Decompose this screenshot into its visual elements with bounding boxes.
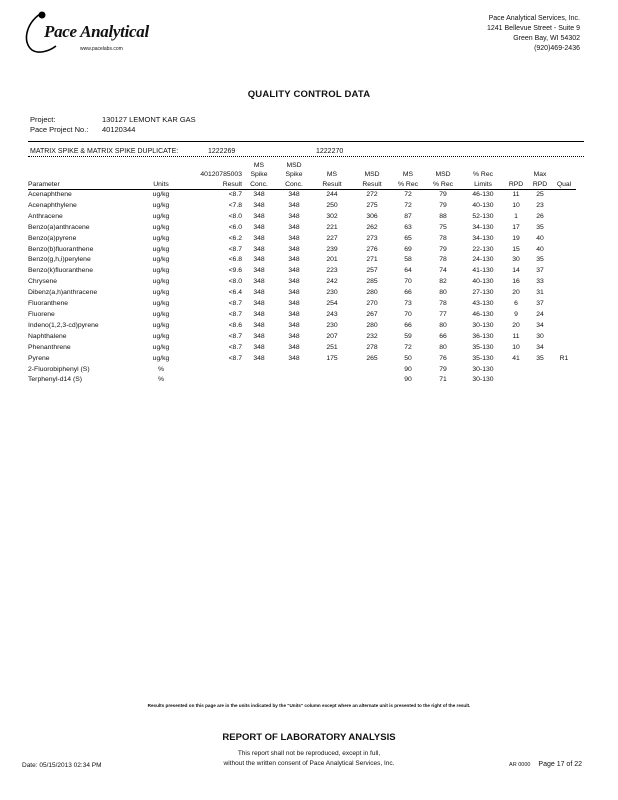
value-cell: 1: [514, 212, 518, 220]
parameter-cell: Naphthalene: [28, 332, 67, 340]
value-cell: 232: [366, 332, 378, 340]
value-cell: 348: [288, 289, 300, 297]
value-cell: [528, 375, 552, 386]
column-header: % Rec Limits: [472, 171, 494, 188]
parameter-cell: Phenanthrene: [28, 343, 71, 351]
table-row: [28, 212, 576, 223]
value-cell: 76: [439, 354, 447, 362]
value-cell: 348: [253, 256, 265, 264]
value-cell: ug/kg: [152, 278, 170, 286]
value-cell: <8.7: [228, 310, 242, 318]
value-cell: 278: [366, 343, 378, 351]
value-cell: ug/kg: [152, 321, 170, 329]
value-cell: 80: [439, 321, 447, 329]
value-cell: 65: [404, 234, 412, 242]
value-cell: 348: [253, 245, 265, 253]
value-cell: 348: [288, 332, 300, 340]
value-cell: 262: [366, 223, 378, 231]
value-cell: ug/kg: [152, 332, 170, 340]
value-cell: 69: [404, 245, 412, 253]
value-cell: [352, 365, 392, 376]
value-cell: 41-130: [472, 267, 494, 275]
value-cell: 230: [326, 321, 338, 329]
value-cell: 257: [366, 267, 378, 275]
value-cell: [552, 190, 576, 201]
value-cell: 79: [439, 201, 447, 209]
value-cell: 34-130: [472, 223, 494, 231]
notice-line: without the written consent of Pace Analytical Services, Inc.: [223, 760, 395, 767]
value-cell: 79: [439, 245, 447, 253]
column-header: Max RPD: [532, 171, 548, 188]
value-cell: 74: [439, 267, 447, 275]
value-cell: 348: [288, 234, 300, 242]
value-cell: <9.6: [228, 267, 242, 275]
value-cell: 26: [536, 212, 544, 220]
value-cell: 40-130: [472, 201, 494, 209]
value-cell: 27-130: [472, 289, 494, 297]
value-cell: [552, 223, 576, 234]
value-cell: 348: [288, 310, 300, 318]
value-cell: 64: [404, 267, 412, 275]
table-row: [28, 310, 576, 321]
company-address: [487, 14, 580, 54]
value-cell: ug/kg: [152, 245, 170, 253]
value-cell: 33: [536, 278, 544, 286]
value-cell: 52-130: [472, 212, 494, 220]
value-cell: 35-130: [472, 354, 494, 362]
value-cell: 348: [253, 300, 265, 308]
value-cell: ug/kg: [152, 234, 170, 242]
value-cell: 348: [253, 191, 265, 198]
value-cell: 50: [404, 354, 412, 362]
value-cell: 46-130: [472, 310, 494, 318]
value-cell: 15: [512, 245, 520, 253]
value-cell: [552, 299, 576, 310]
value-cell: [552, 245, 576, 256]
parameter-cell: Benzo(a)pyrene: [28, 234, 77, 242]
project-label: Project:: [30, 115, 56, 124]
value-cell: <6.4: [228, 289, 242, 297]
value-cell: 11: [512, 332, 520, 340]
value-cell: [552, 277, 576, 288]
column-header: MS Spike Conc.: [250, 161, 268, 188]
value-cell: [528, 365, 552, 376]
value-cell: 348: [253, 278, 265, 286]
value-cell: <6.8: [228, 256, 242, 264]
table-row: [28, 201, 576, 212]
value-cell: 285: [366, 278, 378, 286]
table-row: [28, 288, 576, 299]
column-header: MSD Spike Conc.: [285, 161, 303, 188]
value-cell: 35: [536, 354, 544, 362]
value-cell: 243: [326, 310, 338, 318]
column-header: 40120785003 Result: [200, 171, 242, 188]
value-cell: ug/kg: [152, 191, 170, 198]
value-cell: [552, 212, 576, 223]
value-cell: 348: [253, 267, 265, 275]
value-cell: 58: [404, 256, 412, 264]
value-cell: 221: [326, 223, 338, 231]
parameter-cell: Terphenyl-d14 (S): [28, 376, 83, 384]
parameter-cell: Benzo(a)anthracene: [28, 223, 90, 231]
column-header: RPD: [508, 180, 524, 188]
column-header: Qual: [556, 180, 572, 188]
value-cell: 306: [366, 212, 378, 220]
parameter-cell: Chrysene: [28, 278, 58, 286]
value-cell: 87: [404, 212, 412, 220]
parameter-cell: Benzo(b)fluoranthene: [28, 245, 94, 253]
divider: [28, 141, 584, 142]
page-marks: AR 0000: [509, 762, 531, 768]
value-cell: 43-130: [472, 300, 494, 308]
value-cell: [552, 288, 576, 299]
value-cell: <8.7: [228, 343, 242, 351]
table-row: [28, 375, 576, 386]
parameter-cell: Anthracene: [28, 212, 63, 220]
value-cell: ug/kg: [152, 256, 170, 264]
value-cell: 348: [288, 321, 300, 329]
value-cell: 22-130: [472, 245, 494, 253]
value-cell: <8.7: [228, 354, 242, 362]
value-cell: 348: [253, 223, 265, 231]
parameter-cell: Fluoranthene: [28, 300, 69, 308]
project-info: [30, 115, 196, 135]
pace-project-value: 40120344: [102, 125, 136, 134]
value-cell: 175: [326, 354, 338, 362]
value-cell: 19: [512, 234, 520, 242]
value-cell: [552, 365, 576, 376]
value-cell: 71: [439, 376, 447, 384]
value-cell: 348: [288, 223, 300, 231]
parameter-cell: 2-Fluorobiphenyl (S): [28, 365, 90, 373]
value-cell: 63: [404, 223, 412, 231]
value-cell: 348: [288, 354, 300, 362]
report-date: Date: 05/15/2013 02:34 PM: [22, 762, 102, 769]
address-line: Pace Analytical Services, Inc.: [488, 15, 580, 22]
value-cell: ug/kg: [152, 354, 170, 362]
table-header-row: [28, 157, 576, 190]
value-cell: <8.7: [228, 245, 242, 253]
value-cell: 30: [536, 332, 544, 340]
value-cell: 90: [404, 365, 412, 373]
parameter-cell: Fluorene: [28, 310, 55, 318]
value-cell: 70: [404, 310, 412, 318]
value-cell: 34: [536, 321, 544, 329]
value-cell: 250: [326, 201, 338, 209]
parameter-cell: Pyrene: [28, 354, 50, 362]
value-cell: 230: [326, 289, 338, 297]
table-row: [28, 354, 576, 365]
value-cell: 242: [326, 278, 338, 286]
value-cell: <8.7: [228, 191, 242, 198]
value-cell: 267: [366, 310, 378, 318]
value-cell: [552, 332, 576, 343]
value-cell: ug/kg: [152, 310, 170, 318]
value-cell: %: [157, 376, 165, 384]
value-cell: ug/kg: [152, 201, 170, 209]
value-cell: [276, 375, 312, 386]
value-cell: 348: [253, 234, 265, 242]
table-row: [28, 365, 576, 376]
value-cell: 265: [366, 354, 378, 362]
value-cell: 30: [512, 256, 520, 264]
value-cell: 40: [536, 234, 544, 242]
value-cell: 348: [253, 201, 265, 209]
value-cell: 348: [253, 343, 265, 351]
value-cell: 24-130: [472, 256, 494, 264]
value-cell: [552, 266, 576, 277]
value-cell: 37: [536, 267, 544, 275]
column-header: MSD % Rec: [432, 171, 454, 188]
value-cell: 34-130: [472, 234, 494, 242]
value-cell: [552, 310, 576, 321]
value-cell: 79: [439, 191, 447, 198]
value-cell: 36-130: [472, 332, 494, 340]
value-cell: 207: [326, 332, 338, 340]
value-cell: 72: [404, 343, 412, 351]
value-cell: 17: [512, 223, 520, 231]
table-row: [28, 245, 576, 256]
value-cell: 348: [253, 289, 265, 297]
value-cell: 348: [288, 343, 300, 351]
value-cell: 35: [536, 223, 544, 231]
value-cell: <8.7: [228, 300, 242, 308]
parameter-cell: Acenaphthylene: [28, 201, 77, 209]
table-row: [28, 190, 576, 201]
ms-id: 1222269: [208, 148, 236, 155]
value-cell: 20: [512, 289, 520, 297]
value-cell: ug/kg: [152, 343, 170, 351]
page-number-area: [509, 761, 582, 768]
page-number: Page 17 of 22: [538, 761, 582, 768]
value-cell: 271: [366, 256, 378, 264]
table-row: [28, 255, 576, 266]
value-cell: 30-130: [472, 365, 494, 373]
value-cell: [504, 365, 528, 376]
table-row: [28, 332, 576, 343]
msd-id: 1222270: [316, 148, 344, 155]
value-cell: ug/kg: [152, 223, 170, 231]
table-row: [28, 234, 576, 245]
value-cell: 20: [512, 321, 520, 329]
value-cell: 35: [536, 256, 544, 264]
value-cell: 66: [404, 289, 412, 297]
ms-msd-label: MATRIX SPIKE & MATRIX SPIKE DUPLICATE:: [30, 148, 179, 155]
company-logo: [22, 10, 149, 56]
value-cell: 273: [366, 234, 378, 242]
pace-project-label: Pace Project No.:: [30, 125, 89, 134]
value-cell: 280: [366, 321, 378, 329]
column-header: Units: [153, 180, 169, 188]
value-cell: 270: [366, 300, 378, 308]
value-cell: 35-130: [472, 343, 494, 351]
company-url: www.pacelabs.com: [80, 46, 123, 52]
value-cell: <8.7: [228, 332, 242, 340]
value-cell: %: [157, 365, 165, 373]
value-cell: 66: [439, 332, 447, 340]
address-line: Green Bay, WI 54302: [513, 35, 580, 42]
column-header: MS % Rec: [397, 171, 419, 188]
value-cell: 223: [326, 267, 338, 275]
value-cell: 272: [366, 191, 378, 198]
table-row: [28, 266, 576, 277]
project-value: 130127 LEMONT KAR GAS: [102, 115, 196, 124]
notice-line: This report shall not be reproduced, except in full,: [237, 750, 381, 757]
parameter-cell: Indeno(1,2,3-cd)pyrene: [28, 321, 99, 329]
value-cell: 79: [439, 365, 447, 373]
value-cell: 201: [326, 256, 338, 264]
parameter-cell: Dibenz(a,h)anthracene: [28, 289, 98, 297]
value-cell: 88: [439, 212, 447, 220]
value-cell: 280: [366, 289, 378, 297]
value-cell: 70: [404, 278, 412, 286]
value-cell: 72: [404, 191, 412, 198]
value-cell: 23: [536, 201, 544, 209]
value-cell: [242, 375, 276, 386]
value-cell: <8.6: [228, 321, 242, 329]
value-cell: 244: [326, 191, 338, 198]
value-cell: [312, 365, 352, 376]
value-cell: 348: [288, 278, 300, 286]
value-cell: 348: [288, 245, 300, 253]
value-cell: 348: [253, 332, 265, 340]
value-cell: 348: [288, 300, 300, 308]
parameter-cell: Benzo(k)fluoranthene: [28, 267, 93, 275]
value-cell: 46-130: [472, 191, 494, 198]
value-cell: [552, 201, 576, 212]
value-cell: [180, 365, 242, 376]
value-cell: 77: [439, 310, 447, 318]
value-cell: 302: [326, 212, 338, 220]
units-footnote: Results presented on this page are in the units indicated by the "Units" column except where an alternate unit is presented to the right of the result.: [147, 703, 471, 708]
column-header: MS Result: [322, 171, 342, 188]
value-cell: [352, 375, 392, 386]
value-cell: 72: [404, 201, 412, 209]
value-cell: 348: [288, 212, 300, 220]
value-cell: 41: [512, 354, 520, 362]
value-cell: 24: [536, 310, 544, 318]
value-cell: 66: [404, 321, 412, 329]
value-cell: [552, 343, 576, 354]
value-cell: 80: [439, 289, 447, 297]
value-cell: 78: [439, 256, 447, 264]
value-cell: [312, 375, 352, 386]
value-cell: <8.0: [228, 278, 242, 286]
parameter-cell: Acenaphthene: [28, 191, 72, 198]
column-header: MSD Result: [362, 171, 382, 188]
value-cell: ug/kg: [152, 300, 170, 308]
value-cell: [552, 321, 576, 332]
value-cell: ug/kg: [152, 267, 170, 275]
company-name: Pace Analytical: [44, 22, 149, 41]
value-cell: [242, 365, 276, 376]
value-cell: 25: [536, 191, 544, 198]
parameter-cell: Benzo(g,h,i)perylene: [28, 256, 91, 264]
value-cell: 254: [326, 300, 338, 308]
value-cell: 30-130: [472, 376, 494, 384]
value-cell: [552, 255, 576, 266]
address-line: 1241 Bellevue Street - Suite 9: [486, 25, 580, 32]
column-header: Parameter: [28, 180, 60, 188]
qc-table: [28, 157, 576, 386]
value-cell: 348: [288, 267, 300, 275]
value-cell: 34: [536, 343, 544, 351]
value-cell: 10: [512, 343, 520, 351]
value-cell: [180, 375, 242, 386]
table-row: [28, 223, 576, 234]
value-cell: [504, 375, 528, 386]
value-cell: 40-130: [472, 278, 494, 286]
value-cell: 348: [253, 354, 265, 362]
value-cell: 80: [439, 343, 447, 351]
report-title: REPORT OF LABORATORY ANALYSIS: [222, 732, 396, 743]
value-cell: 348: [253, 321, 265, 329]
value-cell: 9: [514, 310, 518, 318]
value-cell: 78: [439, 300, 447, 308]
value-cell: 275: [366, 201, 378, 209]
value-cell: 348: [253, 212, 265, 220]
value-cell: [276, 365, 312, 376]
value-cell: 82: [439, 278, 447, 286]
value-cell: 75: [439, 223, 447, 231]
value-cell: <6.0: [228, 223, 242, 231]
table-row: [28, 321, 576, 332]
value-cell: 90: [404, 376, 412, 384]
value-cell: 276: [366, 245, 378, 253]
value-cell: <8.0: [228, 212, 242, 220]
table-row: [28, 299, 576, 310]
value-cell: 348: [288, 256, 300, 264]
value-cell: 40: [536, 245, 544, 253]
address-line: (920)469-2436: [534, 45, 580, 52]
page-title: QUALITY CONTROL DATA: [247, 89, 371, 100]
value-cell: 78: [439, 234, 447, 242]
value-cell: 37: [536, 300, 544, 308]
value-cell: 16: [512, 278, 520, 286]
value-cell: 251: [326, 343, 338, 351]
value-cell: 6: [514, 300, 518, 308]
value-cell: [552, 234, 576, 245]
value-cell: ug/kg: [152, 289, 170, 297]
value-cell: 227: [326, 234, 338, 242]
value-cell: ug/kg: [152, 212, 170, 220]
table-row: [28, 277, 576, 288]
value-cell: 30-130: [472, 321, 494, 329]
value-cell: 73: [404, 300, 412, 308]
value-cell: <7.8: [228, 201, 242, 209]
value-cell: 31: [536, 289, 544, 297]
value-cell: 348: [288, 201, 300, 209]
value-cell: [552, 375, 576, 386]
value-cell: R1: [559, 354, 569, 362]
value-cell: 59: [404, 332, 412, 340]
value-cell: 348: [253, 310, 265, 318]
table-row: [28, 343, 576, 354]
value-cell: <6.2: [228, 234, 242, 242]
value-cell: 239: [326, 245, 338, 253]
value-cell: 348: [288, 191, 300, 198]
value-cell: 14: [512, 267, 520, 275]
value-cell: 10: [512, 201, 520, 209]
value-cell: 11: [512, 191, 520, 198]
